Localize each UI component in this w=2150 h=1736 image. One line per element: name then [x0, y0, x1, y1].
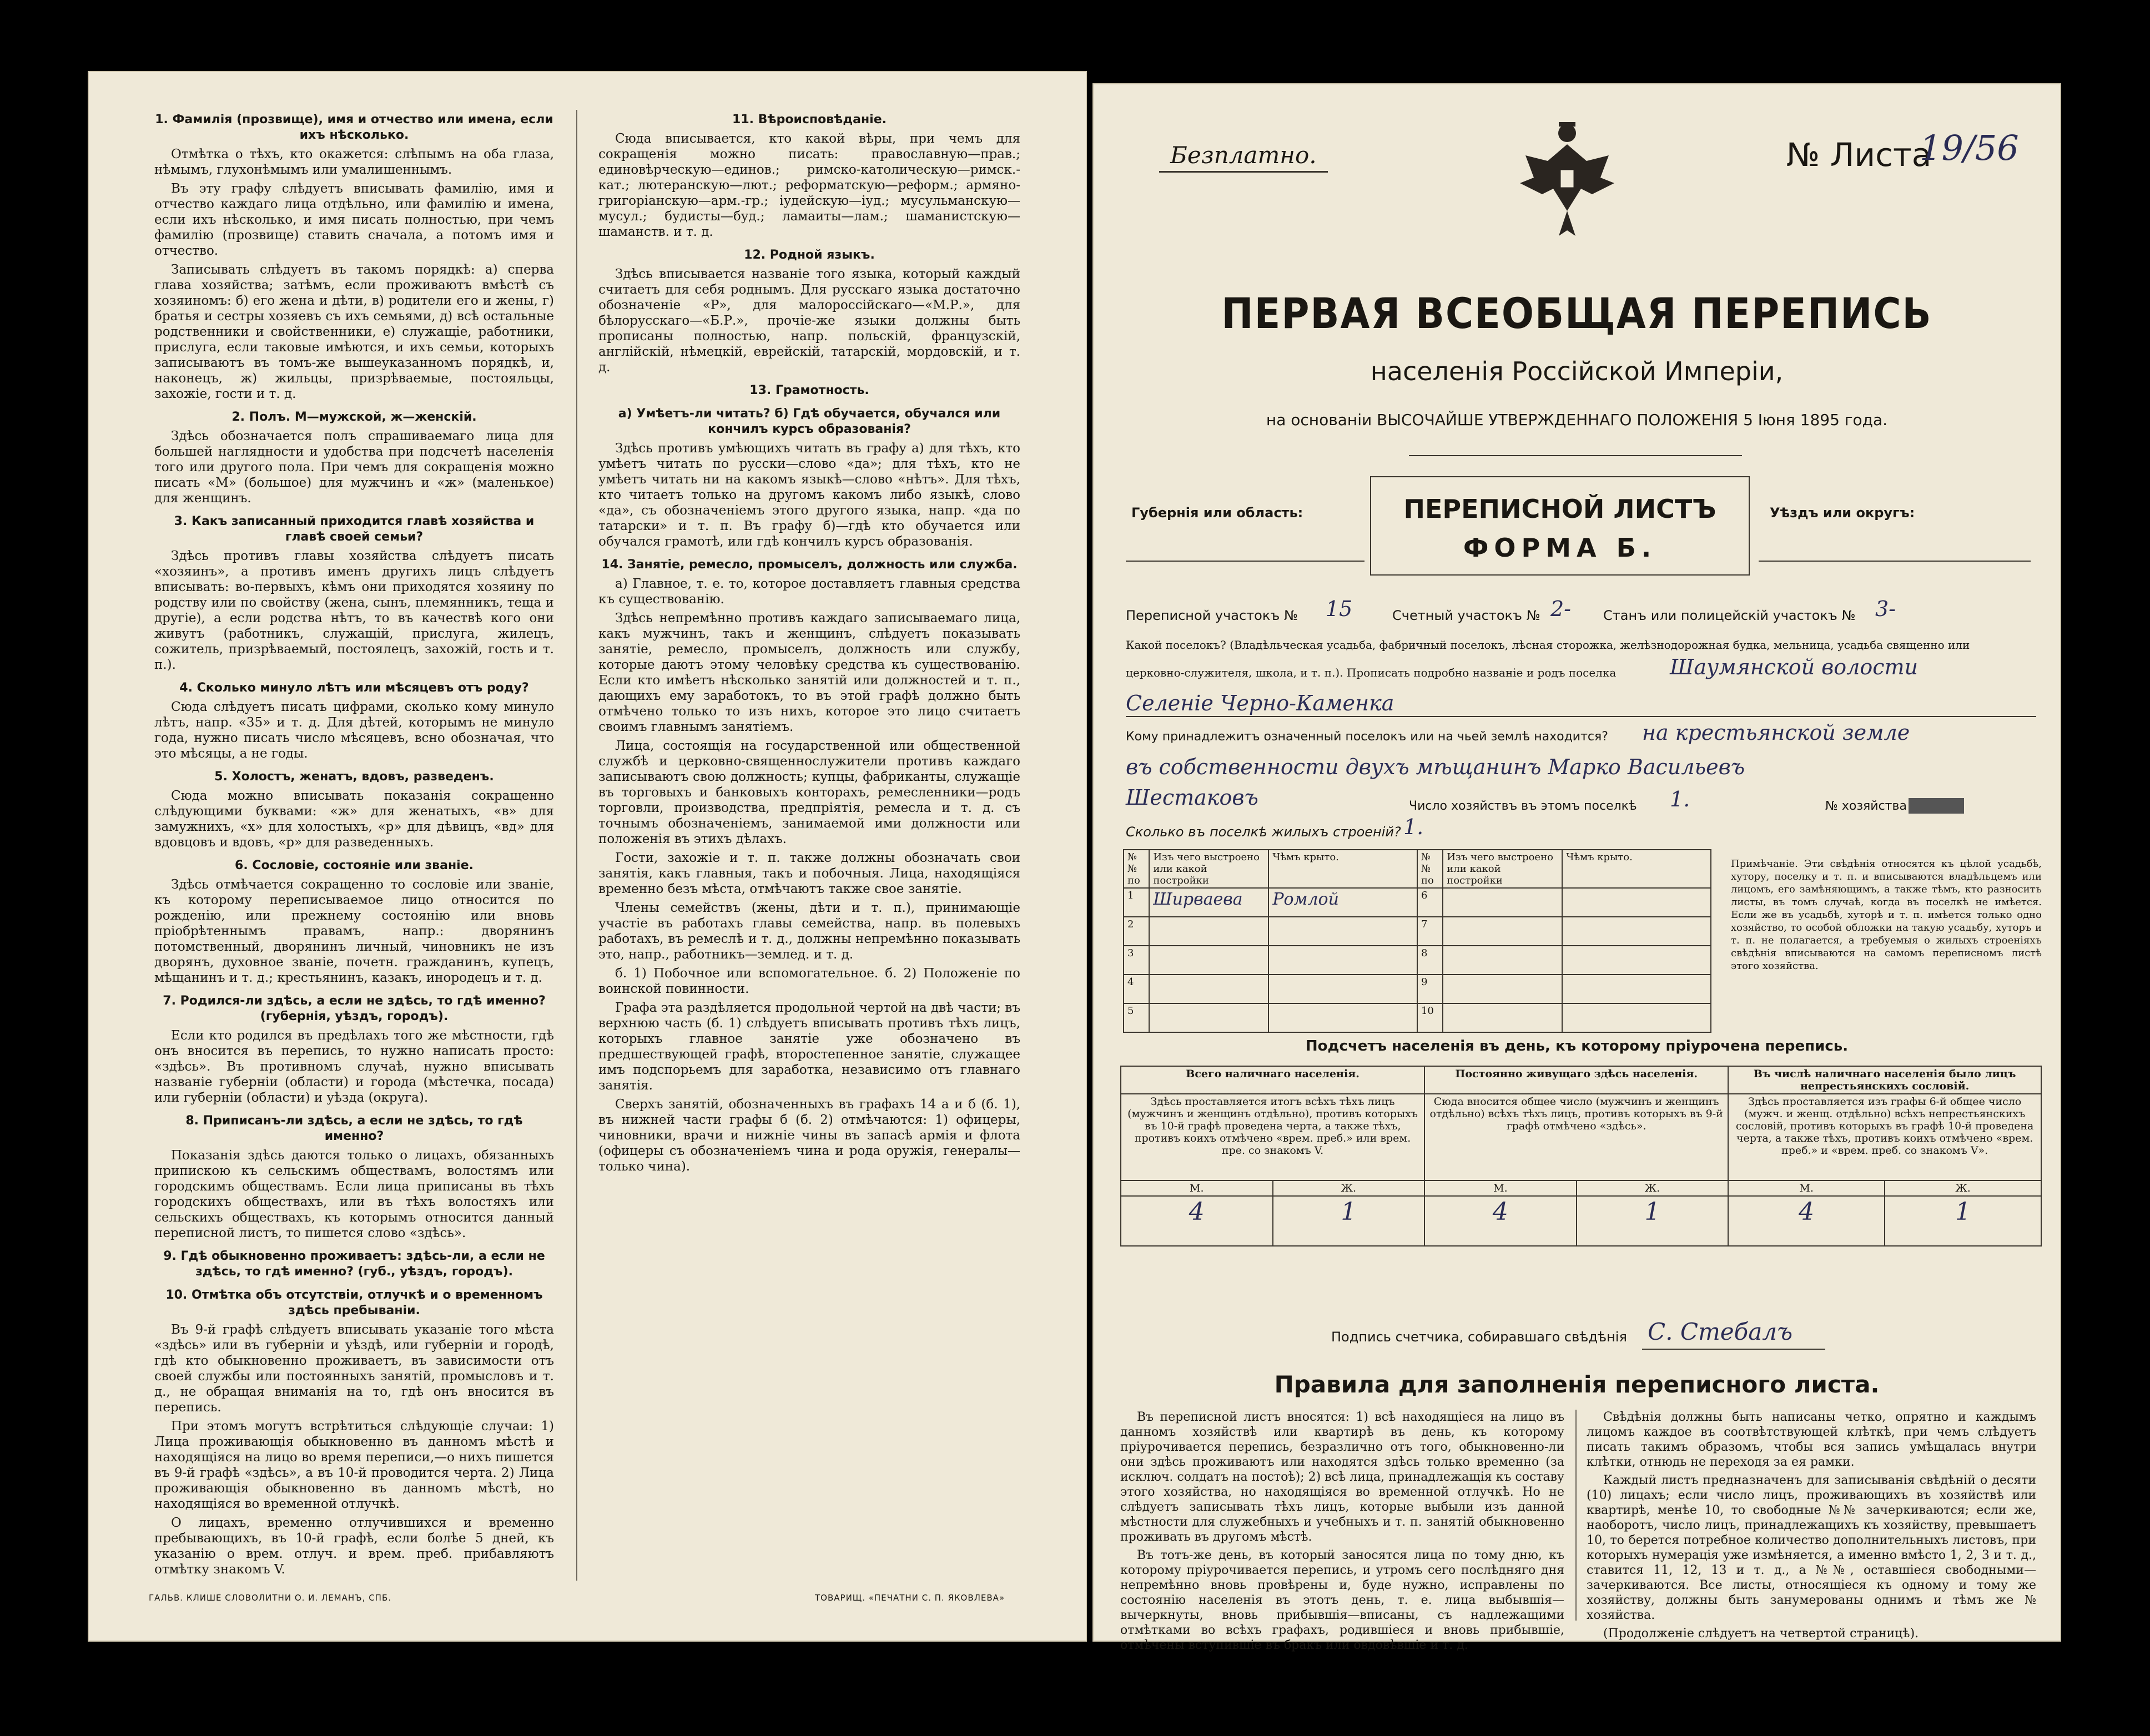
tally-value: 1 [1273, 1196, 1425, 1246]
section-heading: 7. Родился-ли здѣсь, а если не здѣсь, то гдѣ именно? (губернія, уѣздъ, городъ). [163, 994, 546, 1023]
section-heading: 8. Приписанъ-ли здѣсь, а если не здѣсь, то гдѣ именно? [185, 1114, 523, 1143]
table-header: Изъ чего выстроено или какой постройки [1443, 850, 1562, 888]
imprint-right: ТОВАРИЩ. «ПЕЧАТНИ С. П. ЯКОВЛЕВА» [815, 1593, 1005, 1603]
right-page [1092, 83, 2061, 1652]
district-line [1759, 561, 2031, 562]
sheet-number-label: № Листа [1786, 136, 1932, 174]
table-cell-roof [1562, 1003, 1711, 1032]
divider [1409, 455, 1742, 456]
paragraph: б. 1) Побочное или вспомогательное. б. 2) Положеніе по воинской повинности. [598, 966, 1020, 996]
table-cell-roof [1562, 975, 1711, 1003]
left-column-a [154, 104, 554, 1581]
paragraph: Лица, состоящія на государственной или общественной службѣ и церковно-священнослужители противъ каждаго записываютъ свою должность; купцы, фабриканты, служащіе въ торговыхъ и банковыхъ конторахъ, ремесленники—родъ торговли, производства, предпріятія, ремесла и т. д. съ точнымъ обозначеніемъ, занимаемой ими должности или положенія въ этихъ дѣлахъ. [598, 739, 1020, 846]
table-header: №№ по [1417, 850, 1443, 888]
tally-header-total: Всего наличнаго населенія. [1121, 1066, 1424, 1094]
settlement-label-2: церковно-служителя, школа, и т. п.). Прописать подробно названіе и родъ поселка [1126, 666, 1617, 679]
paragraph: Гости, захожіе и т. п. также должны обозначать свои занятія, какъ главныя, такъ и побочныя. Лица, находящіяся временно безъ мѣста, отмѣчаютъ также свое занятіе. [598, 851, 1020, 896]
sheet-number-value: 19/56 [1920, 128, 2019, 168]
paragraph: Здѣсь противъ умѣющихъ читать въ графу а) для тѣхъ, кто умѣетъ читать по русски—слово «да»; для тѣхъ, кто не умѣетъ читать ни на какомъ языкѣ—слово «нѣтъ». Для тѣхъ, кто читаетъ только на другомъ какомъ либо языкѣ, слово «да», съ обозначеніемъ этого другого языка, напр. «да по татарски» и т. п. Въ графу б)—гдѣ кто обучается или обучался грамотѣ, или гдѣ кончилъ курсъ образованія. [598, 441, 1020, 549]
section-heading: 14. Занятіе, ремесло, промыселъ, должность или служба. [601, 558, 1018, 572]
table-cell-built [1149, 1003, 1268, 1032]
table-cell-built [1443, 888, 1562, 917]
rule-paragraph: Въ тотъ-же день, въ который заносятся лица по тому дню, къ которому пріурочивается перепись, и утромъ сего послѣдняго дня непремѣнно вновь провѣрены и, буде нужно, исправлены по состоянію населенія въ этотъ день, т. е. лица выбывшія—вычеркнуты, вновь прибывшія—вписаны, съ надлежащими отмѣтками во всѣхъ графахъ, родившіеся и вновь прибывшіе, отмѣчены вступившіе въ бракъ или овдовѣвшіе и т. д. [1120, 1548, 1564, 1652]
paragraph: Въ 9-й графѣ слѣдуетъ вписывать указаніе того мѣста «здѣсь» или въ губерніи и уѣздѣ, или губерніи и городѣ, гдѣ кто обыкновенно проживаетъ, въ зависимости отъ своей службы или постоянныхъ занятій, промысловъ и т. д., не обращая вниманія на то, гдѣ онъ вносится въ перепись. [154, 1323, 554, 1415]
province-label: Губернія или область: [1131, 505, 1303, 521]
imperial-eagle-icon [1514, 117, 1620, 244]
table-cell-number: 10 [1417, 1003, 1443, 1032]
table-header: №№ по [1124, 850, 1149, 888]
paragraph: Здѣсь противъ главы хозяйства слѣдуетъ писать «хозяинъ», а противъ именъ другихъ лицъ слѣдуетъ вписывать: во-первыхъ, кѣмъ они приходятся хозяину по родству или по свойству (жена, сынъ, племянникъ, теща и другіе), а если родства нѣтъ, то въ качествѣ кого они живутъ (работникъ, служащій, прислуга, жилецъ, сожитель, призрѣваемый, постоялецъ, захожій, гость и т. п.). [154, 549, 554, 672]
left-page [88, 71, 1087, 1642]
table-cell-number: 8 [1417, 946, 1443, 975]
paragraph: Здѣсь обозначается полъ спрашиваемаго лица для большей наглядности и удобства при подсчетѣ населенія того или другого пола. При чемъ для сокращенія можно писать «М» (большое) для мужчинъ и «ж» (маленькое) для женщинъ. [154, 429, 554, 506]
female-label: Ж. [1577, 1180, 1729, 1196]
table-cell-number: 2 [1124, 917, 1149, 946]
paragraph: Здѣсь вписывается названіе того языка, который каждый считаетъ для себя роднымъ. Для русскаго языка достаточно обозначеніе «Р», для малороссійскаго—«М.Р.», для бѣлорусскаго—«Б.Р.», прочіе-же языки должны быть прописаны полностью, напр. польскій, французскій, англійскій, нѣмецкій, еврейскій, татарскій, мордовскій, и т. д. [598, 267, 1020, 375]
paragraph: О лицахъ, временно отлучившихся и временно пребывающихъ, въ 10-й графѣ, если болѣе 5 дней, къ указанію о врем. отлуч. и врем. преб. прибавляютъ отмѣтку знакомъ V. [154, 1516, 554, 1577]
page-title: ПЕРВАЯ ВСЕОБЩАЯ ПЕРЕПИСЬ [1221, 289, 1932, 338]
buildings-value: 1. [1403, 815, 1424, 839]
table-header: Чѣмъ крыто. [1268, 850, 1417, 888]
tally-title: Подсчетъ населенія въ день, къ которому пріурочена перепись. [1305, 1038, 1849, 1054]
section-heading: 9. Гдѣ обыкновенно проживаетъ: здѣсь-ли, а если не здѣсь, то гдѣ именно? (губ., уѣздъ, городъ). [163, 1249, 545, 1279]
stan-label: Станъ или полицейскій участокъ № [1603, 608, 1856, 623]
owner-value-2: въ собственности двухъ мѣщанинъ Марко Васильевъ [1126, 755, 1745, 779]
rules-column-b [1587, 1410, 2036, 1644]
table-cell-roof [1268, 917, 1417, 946]
form-title: ПЕРЕПИСНОЙ ЛИСТЪ [1403, 494, 1716, 524]
table-cell-number: 3 [1124, 946, 1149, 975]
table-cell-built [1149, 917, 1268, 946]
rule-paragraph: (Продолженіе слѣдуетъ на четвертой страницѣ). [1603, 1627, 1919, 1641]
table-header: Чѣмъ крыто. [1562, 850, 1711, 888]
tally-value: 1 [1577, 1196, 1729, 1246]
paragraph: При этомъ могутъ встрѣтиться слѣдующіе случаи: 1) Лица проживающія обыкновенно въ данномъ мѣстѣ и находящіяся на лицо во время переписи,—о нихъ пишется въ 9-й графѣ «здѣсь», а въ 10-й проводится черта. 2) Лица проживающія обыкновенно въ данномъ мѣстѣ, но находящіяся во временной отлучкѣ. [154, 1419, 554, 1511]
section-heading: 6. Сословіе, состояніе или званіе. [235, 859, 474, 872]
female-label: Ж. [1273, 1180, 1425, 1196]
table-cell-built: Ширваева [1149, 888, 1268, 917]
column-divider [576, 110, 577, 1581]
column-divider [1575, 1410, 1577, 1621]
rules-title: Правила для заполненія переписного листа. [1274, 1371, 1880, 1398]
table-cell-number: 1 [1124, 888, 1149, 917]
settlement-line [1126, 716, 2036, 717]
table-cell-number: 7 [1417, 917, 1443, 946]
table-cell-built [1443, 946, 1562, 975]
table-cell-number: 5 [1124, 1003, 1149, 1032]
table-cell-roof [1562, 917, 1711, 946]
table-row [1124, 917, 1711, 946]
tally-desc-total: Здѣсь проставляется итогъ всѣхъ тѣхъ лицъ (мужчинъ и женщинъ отдѣльно), противъ которыхъ въ 10-й графѣ проведена черта, а также тѣхъ, противъ коихъ отмѣчено «врем. преб.» или врем. пре. со знакомъ V. [1121, 1094, 1424, 1180]
count-precinct-label: Счетный участокъ № [1392, 608, 1540, 623]
male-label: М. [1121, 1180, 1273, 1196]
paragraph: Сюда слѣдуетъ писать цифрами, сколько кому минуло лѣтъ, напр. «35» и т. д. Для дѣтей, которымъ не минуло года, нужно писать число мѣсяцевъ, всно обозначая, что это мѣсяцы, а не годы. [154, 700, 554, 761]
district-label: Уѣздъ или округъ: [1770, 505, 1915, 521]
free-label: Безплатно. [1159, 142, 1328, 173]
tally-value: 4 [1728, 1196, 1885, 1246]
table-cell-built [1443, 917, 1562, 946]
tally-value: 1 [1885, 1196, 2041, 1246]
paragraph: Члены семействъ (жены, дѣти и т. п.), принимающіе участіе въ работахъ главы семейства, напр. въ полевыхъ работахъ, въ ремеслѣ и т. д., должны непремѣнно показывать это, напр., работникъ—землед. и т. д. [598, 901, 1020, 962]
paragraph: Показанія здѣсь даются только о лицахъ, обязанныхъ припискою къ сельскимъ обществамъ, волостямъ или городскимъ обществамъ. Если лица приписаны въ тѣхъ городскихъ обществахъ, или въ тѣхъ волостяхъ или сельскихъ обществахъ, къ которымъ относится данный переписной листъ, то пишется слово «здѣсь». [154, 1148, 554, 1240]
table-cell-number: 9 [1417, 975, 1443, 1003]
table-cell-built [1443, 1003, 1562, 1032]
table-cell-roof [1268, 975, 1417, 1003]
buildings-label: Сколько въ поселкѣ жилыхъ строеній? [1126, 824, 1401, 840]
basis-line: на основаніи ВЫСОЧАЙШЕ УТВЕРЖДЕННАГО ПОЛОЖЕНІЯ 5 Іюня 1895 года. [1266, 411, 1888, 429]
buildings-table [1123, 849, 1711, 1033]
tally-desc-nonpeasant: Здѣсь проставляется изъ графы 6-й общее число (мужч. и женщ. отдѣльно) всѣхъ непрестьянскихъ сословій, противъ которыхъ въ графѣ 10-й проведена черта, а также тѣхъ, противъ коихъ отмѣчено «врем. преб.» и «врем. преб. со знакомъ V». [1728, 1094, 2041, 1180]
paragraph: Записывать слѣдуетъ въ такомъ порядкѣ: а) сперва глава хозяйства; затѣмъ, если проживаютъ вмѣстѣ съ хозяиномъ: б) его жена и дѣти, в) родители его и жены, г) братья и сестры хозяевъ съ ихъ семьями, д) всѣ остальные родственники и свойственники, е) служащіе, работники, прислуга, если таковые имѣются, и ихъ семьи, которыхъ записываютъ въ томъ-же вышеуказанномъ порядкѣ, и, наконецъ, ж) жильцы, призрѣваемые, постояльцы, захожіе, гости и т. д. [154, 263, 554, 401]
section-heading: 5. Холостъ, женатъ, вдовъ, разведенъ. [214, 770, 494, 784]
tally-header-nonpeasant: Въ числѣ наличнаго населенія было лицъ непрестьянскихъ сословій. [1728, 1066, 2041, 1094]
rule-paragraph: Въ переписной листъ вносятся: 1) всѣ находящіеся на лицо въ данномъ хозяйствѣ или квартирѣ въ день, къ которому пріурочивается перепись, безразлично отъ того, обыкновенно-ли они здѣсь проживаютъ или находятся здѣсь только временно (за исключ. солдатъ на постоѣ); 2) всѣ лица, принадлежащія къ составу этого хозяйства, но находящіяся во временной отлучкѣ. Но не слѣдуетъ записывать тѣхъ лицъ, которые выбыли изъ данной мѣстности для служебныхъ и учебныхъ и т. п. занятій обыкновенно проживать въ другомъ мѣстѣ. [1120, 1410, 1564, 1544]
left-column-b [598, 104, 1020, 1178]
census-precinct-value: 15 [1326, 597, 1353, 621]
form-name: ФОРМА Б. [1463, 533, 1657, 563]
table-cell-roof: Ромлой [1268, 888, 1417, 917]
tally-table [1120, 1066, 2042, 1247]
province-line [1126, 561, 1364, 562]
paragraph: Сюда можно вписывать показанія сокращенно слѣдующими буквами: «ж» для женатыхъ, «в» для замужнихъ, «х» для холостыхъ, «р» для дѣвицъ, «вд» для вдовцовъ и вдовъ, «р» для разведенныхъ. [154, 789, 554, 850]
settlement-label: Какой поселокъ? (Владѣльческая усадьба, фабричный поселокъ, лѣсная сторожка, желѣзнодорожная будка, мельница, усадьба священно или [1126, 638, 1970, 652]
paragraph: Здѣсь отмѣчается сокращенно то сословіе или званіе, къ которому переписываемое лицо относится по рожденію, или прежнему состоянію или вновь пріобрѣтеннымъ правамъ, напр.: дворянинъ потомственный, дворянинъ личный, чиновникъ не изъ дворянъ, духовное званіе, почетн. гражданинъ, купецъ, мѣщанинъ и т. д.; крестьянинъ, казакъ, инородецъ и т. д. [154, 877, 554, 985]
section-heading: 11. Вѣроисповѣданіе. [732, 113, 887, 127]
imprint-left: ГАЛЬВ. КЛИШЕ СЛОВОЛИТНИ О. И. ЛЕМАНЪ, СПБ. [149, 1593, 392, 1603]
owner-label: Кому принадлежитъ означенный поселокъ или на чьей землѣ находится? [1126, 730, 1608, 744]
table-cell-built [1149, 946, 1268, 975]
household-no-redacted [1909, 798, 1964, 814]
table-row [1124, 888, 1711, 917]
paragraph: Сюда вписывается, кто какой вѣры, при чемъ для сокращенія можно писать: православную—прав.; единовѣрческую—единов.; римско-католическую—римск.-кат.; лютеранскую—лют.; реформатскую—реформ.; армяно-григоріанскую—арм.-гр.; іудейскую—іуд.; мусульманскую—мусул.; будисты—буд.; ламаиты—лам.; шаманистскую—шаманств. и т. д. [598, 132, 1020, 239]
rule-paragraph: Свѣдѣнія должны быть написаны четко, опрятно и каждымъ лицомъ каждое въ соотвѣтствующей клѣткѣ, при чемъ слѣдуетъ писать такимъ образомъ, чтобы вся запись умѣщалась внутри клѣтки, отнюдь не переходя за ея рамки. [1587, 1410, 2036, 1469]
settlement-value: Шаумянской волости [1670, 655, 1919, 679]
table-row [1124, 946, 1711, 975]
table-cell-built [1443, 975, 1562, 1003]
paragraph: Здѣсь непремѣнно противъ каждаго записываемаго лица, какъ мужчинъ, такъ и женщинъ, слѣдуетъ показывать занятіе, ремесло, промыселъ, должность или службу, которые даютъ этому человѣку средства къ существованію. Если кто имѣетъ нѣсколько занятій или должностей и т. п., дающихъ ему заработокъ, то въ этой графѣ должно быть отмѣчено только то изъ нихъ, которое это лицо считаетъ своимъ главнымъ занятіемъ. [598, 611, 1020, 734]
paragraph: а) Главное, т. е. то, которое доставляетъ главныя средства къ существованію. [598, 577, 1020, 607]
signature-label: Подпись счетчика, собиравшаго свѣдѣнія [1331, 1329, 1627, 1345]
signature-line [1642, 1349, 1825, 1350]
section-heading: 13. Грамотность. [749, 383, 869, 397]
paragraph: Сверхъ занятій, обозначенныхъ въ графахъ 14 а и б (б. 1), въ нижней части графы б (б. 2) отмѣчаются: 1) офицеры, чиновники, врачи и нижніе чины въ запасѣ армія и флота (офицеры съ обозначеніемъ чина и рода оружія, генералы—только чина). [598, 1097, 1020, 1174]
rule-paragraph: Каждый листъ предназначенъ для записыванія свѣдѣній о десяти (10) лицахъ; если число лицъ, проживающихъ въ хозяйствѣ или квартирѣ, менѣе 10, то свободные №№ зачеркиваются; если же, наоборотъ, число лицъ, принадлежащихъ къ хозяйству, превышаетъ 10, то берется потребное количество дополнительныхъ листовъ, при которыхъ нумерація уже измѣняется, а именно вмѣсто 1, 2, 3 и т. д., ставится 11, 12, 13 и т. д., а №№, оставшіеся свободными—зачеркиваются. Все листы, относящіеся къ одному и тому же хозяйству, должны быть занумерованы однимъ и тѣмъ же № хозяйства. [1587, 1473, 2036, 1622]
rules-column-a [1120, 1410, 1564, 1656]
household-no-label: № хозяйства [1825, 799, 1907, 813]
paragraph: Отмѣтка о тѣхъ, кто окажется: слѣпымъ на оба глаза, нѣмымъ, глухонѣмымъ или умалишеннымъ. [154, 147, 554, 177]
paragraph: Въ эту графу слѣдуетъ вписывать фамилію, имя и отчество каждаго лица отдѣльно, или фамилію и имена, если ихъ нѣсколько, и имя писать полностью, при чемъ фамилію (прозвище) ставить сначала, а потомъ имя и отчество. [154, 181, 554, 258]
stan-value: 3- [1875, 597, 1896, 621]
section-heading: 4. Сколько минуло лѣтъ или мѣсяцевъ отъ роду? [179, 681, 529, 695]
table-header: Изъ чего выстроено или какой постройки [1149, 850, 1268, 888]
owner-value: на крестьянской земле [1642, 720, 1910, 745]
tally-value: 4 [1121, 1196, 1273, 1246]
table-cell-roof [1268, 946, 1417, 975]
tally-value: 4 [1424, 1196, 1577, 1246]
female-label: Ж. [1885, 1180, 2041, 1196]
tally-header-permanent: Постоянно живущаго здѣсь населенія. [1424, 1066, 1728, 1094]
section-heading: 3. Какъ записанный приходится главѣ хозяйства и главѣ своей семьи? [174, 514, 535, 544]
table-cell-roof [1562, 946, 1711, 975]
table-cell-built [1149, 975, 1268, 1003]
paragraph: Графа эта раздѣляется продольной чертой на двѣ части; въ верхнюю часть (б. 1) слѣдуетъ вписывать противъ тѣхъ лицъ, которыхъ главное занятіе уже обозначено въ предшествующей графѣ, второстепенное занятіе, служащее имъ подспорьемъ для заработка, независимо отъ главнаго занятія. [598, 1001, 1020, 1093]
table-row [1124, 1003, 1711, 1032]
settlement-value-2: Селеніе Черно-Каменка [1126, 691, 1394, 715]
table-cell-roof [1562, 888, 1711, 917]
census-precinct-label: Переписной участокъ № [1126, 608, 1298, 623]
table-cell-number: 6 [1417, 888, 1443, 917]
households-value: 1. [1670, 787, 1690, 811]
paragraph: Если кто родился въ предѣлахъ того же мѣстности, гдѣ онъ вносится въ перепись, то нужно написать просто: «здѣсь». Въ противномъ случаѣ, нужно вписывать названіе губерніи (области) и города (мѣстечка, посада) или губерніи (области) и уѣзда (округа). [154, 1028, 554, 1105]
table-cell-number: 4 [1124, 975, 1149, 1003]
section-heading: 12. Родной языкъ. [744, 248, 875, 262]
households-label: Число хозяйствъ въ этомъ поселкѣ [1409, 799, 1637, 813]
section-heading: 2. Полъ. М—мужской, ж—женскій. [231, 410, 477, 424]
tally-desc-permanent: Сюда вносится общее число (мужчинъ и женщинъ отдѣльно) всѣхъ тѣхъ лицъ, противъ которыхъ въ 9-й графѣ отмѣчено «здѣсь». [1424, 1094, 1728, 1180]
page-subtitle: населенія Россійской Имперіи, [1370, 356, 1784, 386]
section-heading: 10. Отмѣтка объ отсутствіи, отлучкѣ и о временномъ здѣсь пребываніи. [165, 1288, 543, 1318]
count-precinct-value: 2- [1550, 597, 1572, 621]
table-cell-roof [1268, 1003, 1417, 1032]
male-label: М. [1424, 1180, 1577, 1196]
owner-value-3: Шестаковъ [1126, 785, 1258, 810]
buildings-note: Примѣчаніе. Эти свѣдѣнія относятся къ цѣлой усадьбѣ, хутору, поселку и т. п. и вписываются владѣльцемъ или лицомъ, его замѣняющимъ, а также тѣмъ, кто разноситъ листы, въ томъ случаѣ, когда въ поселкѣ не имѣется. Если же въ усадьбѣ, хуторѣ и т. п. имѣется только одно хозяйство, то особой обложки на такую усадьбу, хуторъ и т. п. не полагается, а требуемыя о жилыхъ строеніяхъ свѣдѣнія вписываются на самомъ переписномъ листѣ этого хозяйства. [1731, 858, 2042, 972]
male-label: М. [1728, 1180, 1885, 1196]
table-row [1124, 975, 1711, 1003]
section-heading: а) Умѣетъ-ли читать? б) Гдѣ обучается, обучался или кончилъ курсъ образованія? [618, 407, 1001, 436]
signature-value: С. Стебалъ [1648, 1318, 1793, 1345]
section-heading: 1. Фамилія (прозвище), имя и отчество или имена, если ихъ нѣсколько. [155, 113, 553, 142]
